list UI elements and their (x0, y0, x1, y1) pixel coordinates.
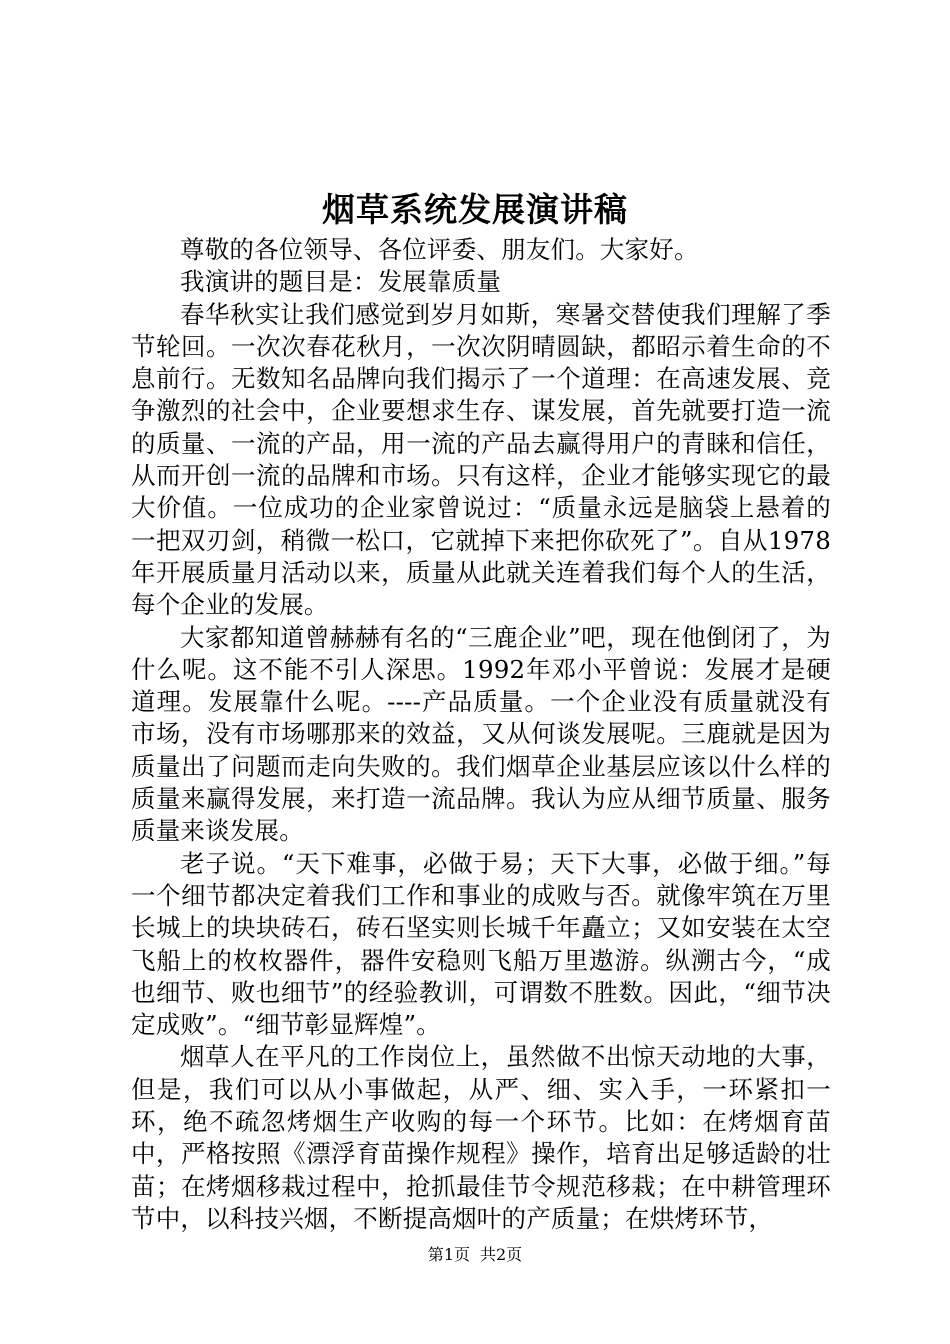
document-title: 烟草系统发展演讲稿 (322, 190, 628, 229)
page-total: 共2页 (480, 1245, 523, 1264)
page-number: 第1页 (427, 1245, 470, 1264)
paragraph-tobacco-work: 烟草人在平凡的工作岗位上，虽然做不出惊天动地的大事，但是，我们可以从小事做起，从严、细、实入手，一环紧扣一环，绝不疏忽烤烟生产收购的每一个环节。比如：在烤烟育苗中，严格按照《漂浮育苗操作规程》操作，培育出足够适龄的壮苗；在烤烟移栽过程中，抢抓最佳节令规范移栽；在中耕管理环节中，以科技兴烟，不断提高烟叶的产质量；在烘烤环节， (131, 1042, 831, 1233)
paragraph-quality-intro: 春华秋实让我们感觉到岁月如斯，寒暑交替使我们理解了季节轮回。一次次春花秋月，一次次阴晴圆缺，都昭示着生命的不息前行。无数知名品牌向我们揭示了一个道理：在高速发展、竞争激烈的社会中，企业要想求生存、谋发展，首先就要打造一流的质量、一流的产品，用一流的产品去赢得用户的青睐和信任，从而开创一流的品牌和市场。只有这样，企业才能够实现它的最大价值。一位成功的企业家曾说过：“质量永远是脑袋上悬着的一把双刃剑，稍微一松口，它就掉下来把你砍死了”。自从1978年开展质量月活动以来，质量从此就关连着我们每个人的生活，每个企业的发展。 (131, 299, 831, 620)
paragraph-laozi: 老子说。“天下难事，必做于易；天下大事，必做于细。”每一个细节都决定着我们工作和事业的成败与否。就像牢筑在万里长城上的块块砖石，砖石坚实则长城千年矗立；又如安装在太空飞船上的枚枚器件，器件安稳则飞船万里遨游。纵溯古今，“成也细节、败也细节”的经验教训，可谓数不胜数。因此，“细节决定成败”。“细节彰显辉煌”。 (131, 848, 831, 1040)
document-body (131, 234, 831, 1235)
paragraph-sanlu: 大家都知道曾赫赫有名的“三鹿企业”吧，现在他倒闭了，为什么呢。这不能不引人深思。1992年邓小平曾说：发展才是硬道理。发展靠什么呢。----产品质量。一个企业没有质量就没有市场，没有市场哪那来的效益，又从何谈发展呢。三鹿就是因为质量出了问题而走向失败的。我们烟草企业基层应该以什么样的质量来赢得发展，来打造一流品牌。我认为应从细节质量、服务质量来谈发展。 (131, 622, 831, 846)
paragraph-topic: 我演讲的题目是：发展靠质量 (180, 267, 502, 297)
paragraph-greeting: 尊敬的各位领导、各位评委、朋友们。大家好。 (180, 235, 699, 264)
page-footer (0, 1243, 950, 1267)
